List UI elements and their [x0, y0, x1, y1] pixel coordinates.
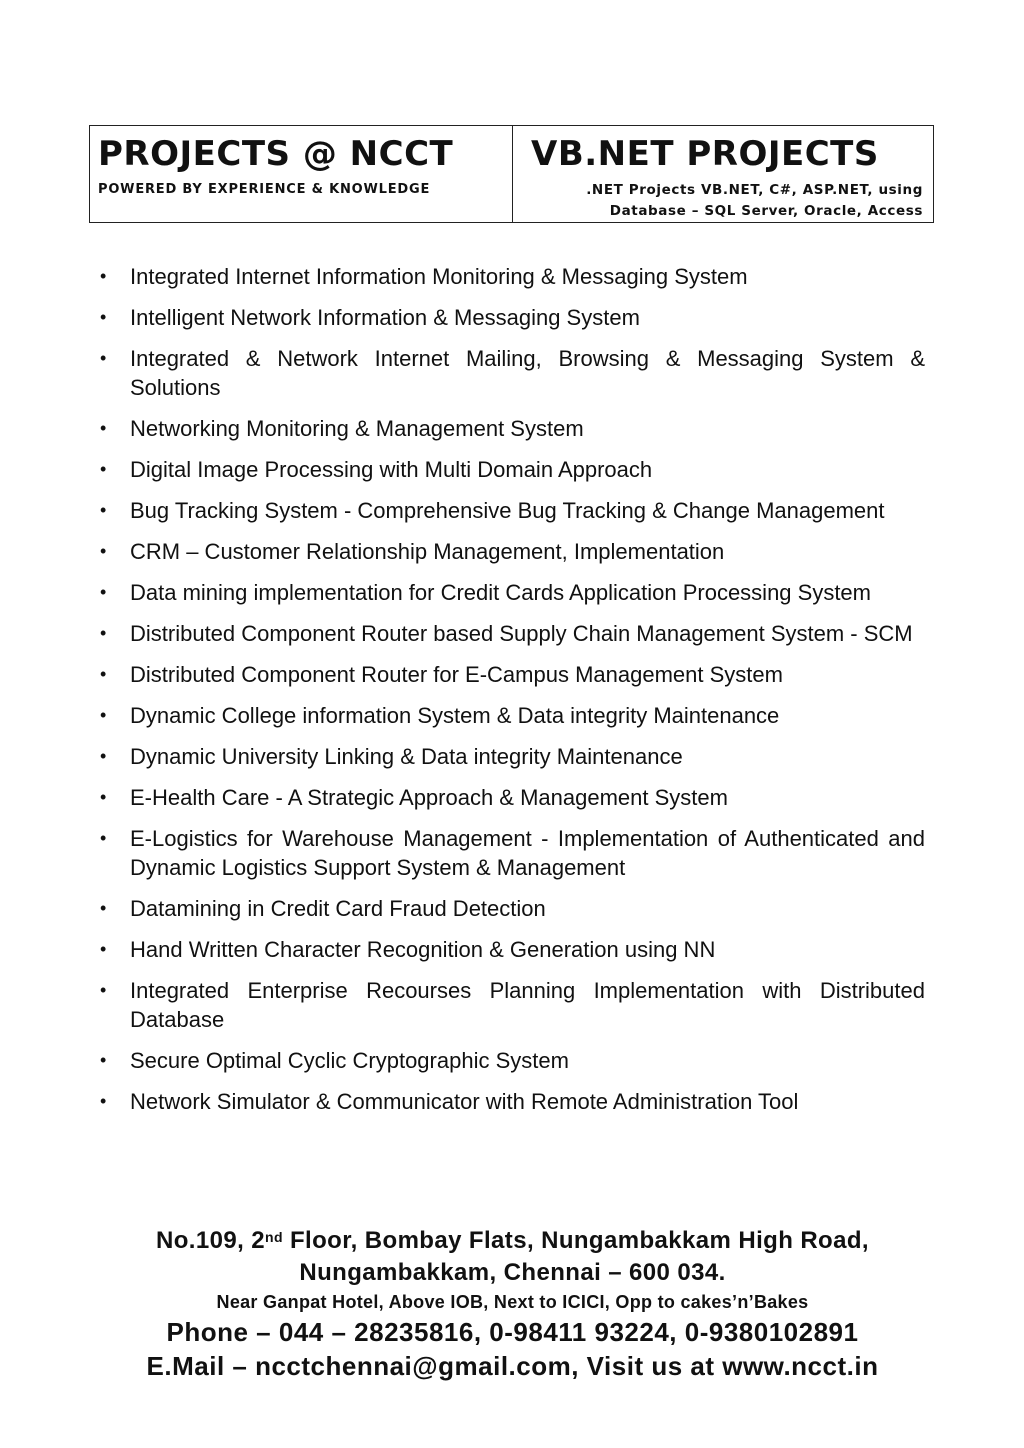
brand-cell	[90, 126, 513, 222]
bullet-icon: •	[100, 828, 107, 848]
bullet-icon: •	[100, 348, 107, 368]
category-subtitle-line2: Database – SQL Server, Oracle, Access	[609, 203, 923, 219]
list-item	[97, 894, 925, 923]
list-item	[97, 578, 925, 607]
bullet-icon: •	[100, 623, 107, 643]
list-item	[97, 344, 925, 402]
list-item	[97, 701, 925, 730]
list-item	[97, 783, 925, 812]
list-item-text: Datamining in Credit Card Fraud Detection	[130, 896, 546, 921]
bullet-icon: •	[100, 541, 107, 561]
address-line2: Nungambakkam, Chennai – 600 034.	[299, 1259, 726, 1286]
list-item-text: Networking Monitoring & Management System	[130, 416, 584, 441]
list-item-text: Integrated Enterprise Recourses Planning Implementation with Distributed Database	[130, 978, 925, 1032]
list-item-text: Dynamic University Linking & Data integrity Maintenance	[130, 744, 683, 769]
bullet-icon: •	[100, 664, 107, 684]
footer-contact	[90, 1225, 935, 1383]
list-item-text: Bug Tracking System - Comprehensive Bug Tracking & Change Management	[130, 498, 885, 523]
category-subtitle-line1: .NET Projects VB.NET, C#, ASP.NET, using	[586, 182, 923, 198]
list-item-text: Hand Written Character Recognition & Generation using NN	[130, 937, 716, 962]
list-item	[97, 1046, 925, 1075]
project-list	[97, 262, 925, 1128]
category-cell	[513, 126, 933, 222]
address-prefix: No.109, 2	[156, 1227, 265, 1254]
bullet-icon: •	[100, 1050, 107, 1070]
list-item	[97, 262, 925, 291]
address-ordinal: nd	[265, 1229, 283, 1245]
list-item	[97, 660, 925, 689]
list-item-text: Secure Optimal Cyclic Cryptographic System	[130, 1048, 569, 1073]
list-item	[97, 619, 925, 648]
email-line: E.Mail – ncctchennai@gmail.com, Visit us at www.ncct.in	[146, 1351, 879, 1381]
bullet-icon: •	[100, 705, 107, 725]
list-item	[97, 824, 925, 882]
phone-line: Phone – 044 – 28235816, 0-98411 93224, 0-9380102891	[166, 1317, 859, 1347]
bullet-icon: •	[100, 898, 107, 918]
bullet-icon: •	[100, 307, 107, 327]
address-line1	[90, 1225, 935, 1257]
category-title: VB.NET PROJECTS	[531, 134, 879, 174]
bullet-icon: •	[100, 939, 107, 959]
list-item-text: CRM – Customer Relationship Management, Implementation	[130, 539, 725, 564]
category-subtitle	[531, 180, 923, 222]
list-item-text: Integrated & Network Internet Mailing, Browsing & Messaging System & Solutions	[130, 346, 925, 400]
address-suffix: Floor, Bombay Flats, Nungambakkam High Road,	[282, 1227, 869, 1254]
list-item	[97, 455, 925, 484]
brand-title: PROJECTS @ NCCT	[98, 134, 454, 174]
list-item-text: E-Health Care - A Strategic Approach & Management System	[130, 785, 728, 810]
list-item-text: Intelligent Network Information & Messaging System	[130, 305, 640, 330]
list-item-text: Dynamic College information System & Data integrity Maintenance	[130, 703, 780, 728]
list-item-text: Data mining implementation for Credit Cards Application Processing System	[130, 580, 871, 605]
bullet-icon: •	[100, 500, 107, 520]
bullet-icon: •	[100, 418, 107, 438]
bullet-icon: •	[100, 746, 107, 766]
list-item	[97, 976, 925, 1034]
bullet-icon: •	[100, 787, 107, 807]
header-box	[89, 125, 934, 223]
list-item	[97, 414, 925, 443]
bullet-icon: •	[100, 980, 107, 1000]
list-item-text: Distributed Component Router for E-Campus Management System	[130, 662, 783, 687]
bullet-icon: •	[100, 1091, 107, 1111]
list-item-text: Distributed Component Router based Supply Chain Management System - SCM	[130, 621, 913, 646]
bullet-icon: •	[100, 459, 107, 479]
landmark-line: Near Ganpat Hotel, Above IOB, Next to ICICI, Opp to cakes’n’Bakes	[216, 1292, 809, 1312]
brand-tagline: POWERED BY EXPERIENCE & KNOWLEDGE	[98, 182, 431, 197]
bullet-icon: •	[100, 582, 107, 602]
list-item	[97, 742, 925, 771]
list-item	[97, 935, 925, 964]
list-item	[97, 496, 925, 525]
bullet-icon: •	[100, 266, 107, 286]
list-item	[97, 537, 925, 566]
list-item	[97, 303, 925, 332]
list-item-text: E-Logistics for Warehouse Management - Implementation of Authenticated and Dynamic Logistics Support System & Management	[130, 826, 925, 880]
list-item-text: Network Simulator & Communicator with Remote Administration Tool	[130, 1089, 799, 1114]
list-item	[97, 1087, 925, 1116]
list-item-text: Integrated Internet Information Monitoring & Messaging System	[130, 264, 748, 289]
list-item-text: Digital Image Processing with Multi Domain Approach	[130, 457, 653, 482]
